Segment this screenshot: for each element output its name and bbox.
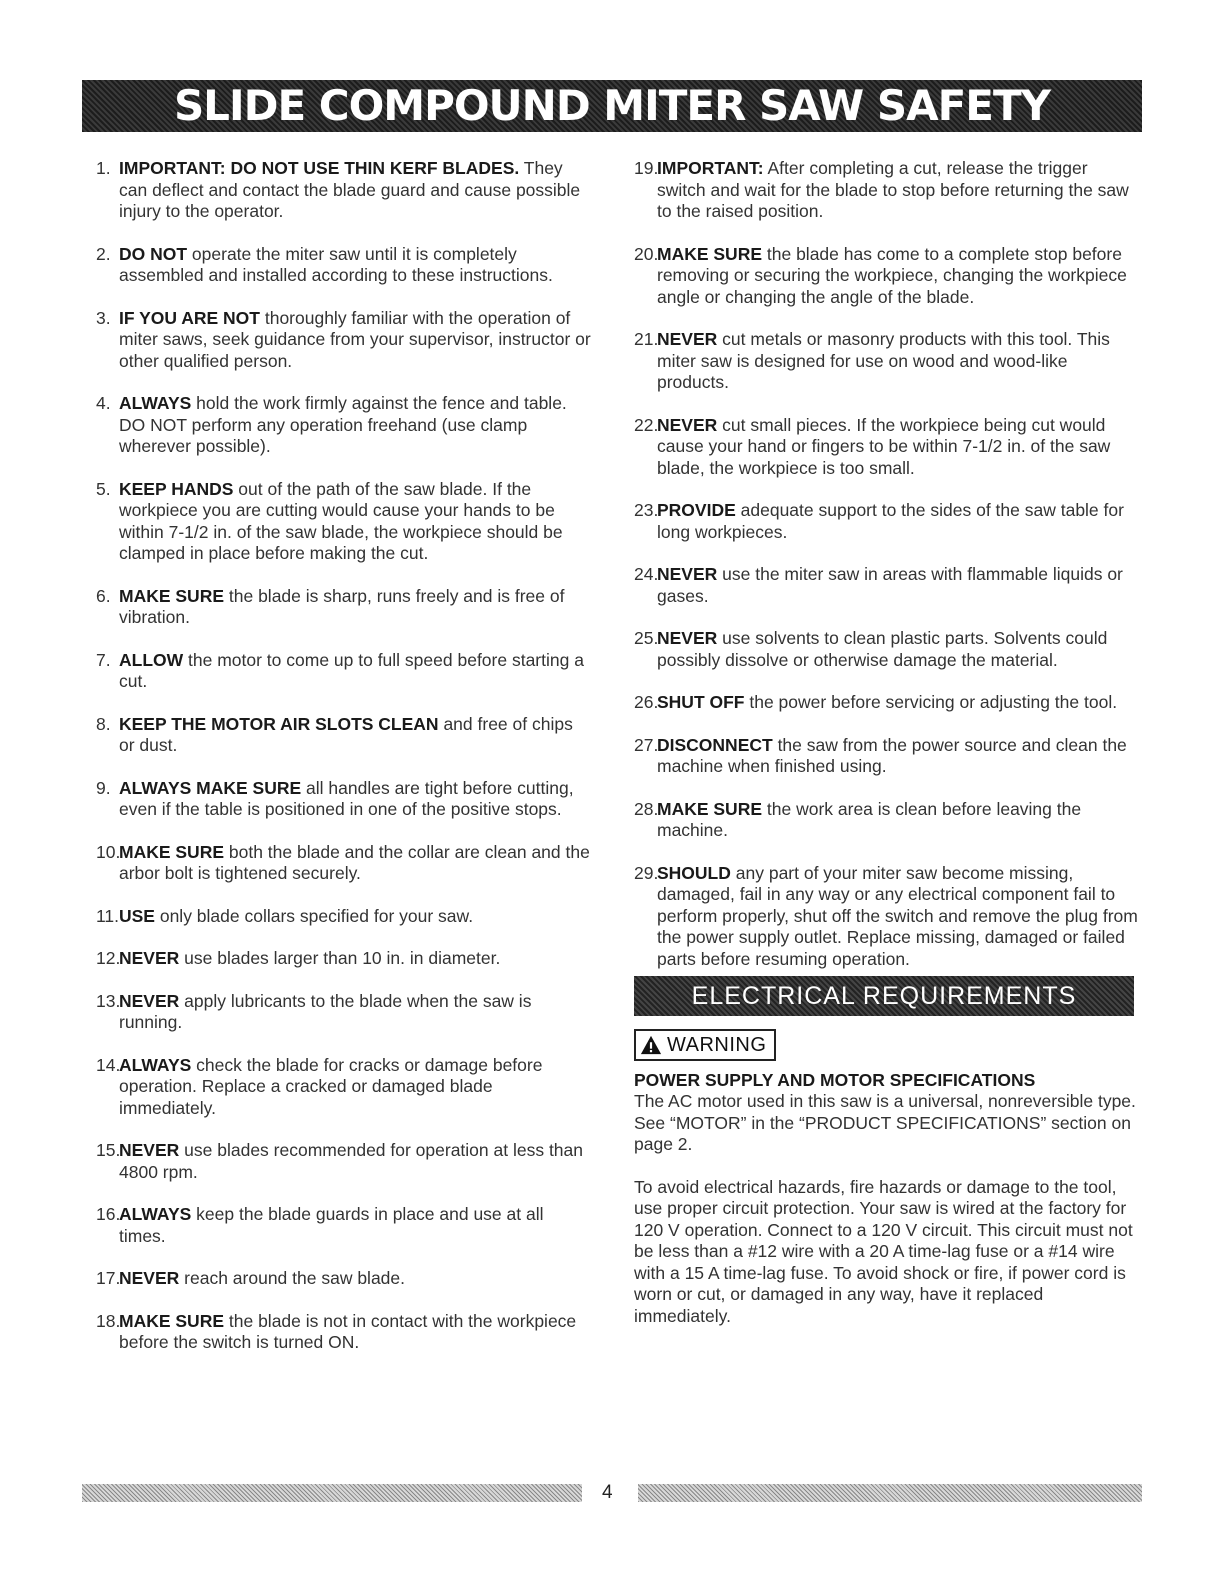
- item-text: [119, 906, 592, 928]
- item-number: 19.: [634, 158, 659, 178]
- item-number: 9.: [96, 777, 111, 798]
- item-body: any part of your miter saw become missing, damaged, fail in any way or any electrical component fail to perform properly, shut off the switch and remove the plug from the power supply outlet. Replace missing, damaged or failed parts before resuming operation.: [657, 862, 1138, 969]
- item-number: 2.: [96, 243, 111, 264]
- item-keyword: USE: [119, 905, 155, 926]
- page-footer: [82, 1484, 1142, 1504]
- item-text: [119, 714, 592, 757]
- safety-item-8: [96, 714, 592, 757]
- item-number: 27.: [634, 734, 659, 755]
- safety-item-16: [96, 1204, 592, 1247]
- item-keyword: NEVER: [119, 1268, 180, 1288]
- item-keyword: ALWAYS: [119, 1054, 192, 1075]
- item-text: [119, 1140, 592, 1183]
- item-text: [657, 500, 1140, 543]
- power-supply-heading: POWER SUPPLY AND MOTOR SPECIFICATIONS: [634, 1070, 1036, 1090]
- safety-item-7: [96, 650, 592, 693]
- item-number: 24.: [634, 564, 659, 584]
- item-keyword: ALWAYS MAKE SURE: [119, 777, 302, 798]
- item-body: out of the path of the saw blade. If the workpiece you are cutting would cause your hands to be within 7-1/2 in. of the saw blade, the workpiece should be clamped in place before making the cut.: [119, 478, 563, 563]
- safety-item-25: [634, 628, 1140, 671]
- item-number: 26.: [634, 692, 659, 712]
- safety-item-13: [96, 991, 592, 1034]
- item-number: 21.: [634, 329, 659, 349]
- item-keyword: SHOULD: [657, 862, 731, 883]
- safety-item-18: [96, 1311, 592, 1354]
- safety-item-28: [634, 799, 1140, 842]
- item-body: They can deflect and contact the blade guard and cause possible injury to the operator.: [119, 158, 581, 221]
- item-keyword: PROVIDE: [657, 500, 736, 520]
- item-body: use solvents to clean plastic parts. Solvents could possibly dissolve or otherwise damage the material.: [657, 628, 1108, 670]
- item-number: 14.: [96, 1054, 121, 1075]
- item-number: 10.: [96, 841, 121, 862]
- item-number: 22.: [634, 414, 659, 435]
- item-text: [657, 628, 1140, 671]
- item-body: the blade is not in contact with the workpiece before the switch is turned ON.: [119, 1310, 577, 1352]
- left-column: [96, 158, 592, 1354]
- item-number: 5.: [96, 478, 111, 499]
- safety-item-29: [634, 863, 1140, 971]
- safety-item-4: [96, 393, 592, 458]
- item-keyword: MAKE SURE: [119, 585, 225, 606]
- item-body: use blades recommended for operation at less than 4800 rpm.: [119, 1140, 584, 1182]
- item-number: 25.: [634, 628, 659, 648]
- item-keyword: DO NOT: [119, 243, 188, 264]
- item-text: [119, 308, 592, 373]
- electrical-section-banner: [634, 976, 1134, 1016]
- item-body: the blade is sharp, runs freely and is free of vibration.: [119, 585, 565, 627]
- item-keyword: NEVER: [657, 564, 718, 584]
- item-text: [119, 650, 592, 693]
- item-text: [657, 863, 1140, 971]
- item-text: [119, 778, 592, 821]
- item-keyword: MAKE SURE: [119, 1310, 225, 1331]
- item-number: 20.: [634, 243, 659, 264]
- safety-item-11: [96, 906, 592, 928]
- item-keyword: MAKE SURE: [657, 243, 763, 264]
- item-body: reach around the saw blade.: [179, 1268, 406, 1288]
- safety-item-26: [634, 692, 1140, 714]
- item-body: use blades larger than 10 in. in diameter.: [179, 948, 501, 968]
- item-text: [657, 692, 1140, 714]
- item-keyword: SHUT OFF: [657, 692, 745, 712]
- item-number: 11.: [96, 905, 120, 926]
- item-number: 1.: [96, 158, 111, 178]
- item-body: both the blade and the collar are clean and the arbor bolt is tightened securely.: [119, 841, 590, 883]
- item-body: use the miter saw in areas with flammable liquids or gases.: [657, 564, 1123, 606]
- item-body: cut small pieces. If the workpiece being cut would cause your hand or fingers to be within 7-1/2 in. of the saw blade, the workpiece is too small.: [657, 414, 1111, 478]
- safety-item-27: [634, 735, 1140, 778]
- item-body: the motor to come up to full speed before starting a cut.: [119, 649, 584, 691]
- item-text: [657, 564, 1140, 607]
- item-body: the saw from the power source and clean the machine when finished using.: [657, 734, 1127, 776]
- item-body: the power before servicing or adjusting the tool.: [744, 692, 1118, 712]
- safety-item-14: [96, 1055, 592, 1120]
- item-keyword: MAKE SURE: [119, 841, 225, 862]
- safety-item-2: [96, 244, 592, 287]
- safety-item-19: [634, 158, 1140, 223]
- item-body: check the blade for cracks or damage before operation. Replace a cracked or damaged blade immediately.: [119, 1054, 543, 1118]
- item-text: [657, 329, 1140, 394]
- right-column: [634, 158, 1140, 1327]
- warning-label: [634, 1029, 776, 1061]
- motor-paragraph: The AC motor used in this saw is a universal, nonreversible type. See “MOTOR” in the “PRODUCT SPECIFICATIONS” section on page 2.: [634, 1091, 1136, 1154]
- item-text: [119, 948, 592, 970]
- safety-item-20: [634, 244, 1140, 309]
- item-number: 23.: [634, 500, 659, 520]
- item-text: [119, 244, 592, 287]
- item-text: [657, 735, 1140, 778]
- circuit-protection-paragraph: To avoid electrical hazards, fire hazards or damage to the tool, use proper circuit protection. Your saw is wired at the factory for 120 V operation. Connect to a 120 V circuit. This circuit must not be less than a #12 wire with a 20 A time-lag fuse or a #14 wire with a 15 A time-lag fuse. To avoid shock or fire, if power cord is worn or cut, or damaged in any way, have it replaced immediately.: [634, 1176, 1133, 1326]
- item-text: [119, 1204, 592, 1247]
- item-number: 17.: [96, 1268, 121, 1288]
- item-number: 4.: [96, 393, 111, 413]
- item-keyword: IMPORTANT: DO NOT USE THIN KERF BLADES.: [119, 158, 520, 178]
- item-text: [119, 158, 592, 223]
- item-number: 13.: [96, 990, 121, 1011]
- warning-text: WARNING: [667, 1033, 767, 1056]
- item-keyword: NEVER: [119, 990, 180, 1011]
- item-text: [119, 479, 592, 565]
- item-keyword: NEVER: [119, 1140, 180, 1160]
- safety-item-24: [634, 564, 1140, 607]
- item-keyword: IMPORTANT:: [657, 158, 764, 178]
- item-number: 3.: [96, 307, 111, 328]
- safety-item-10: [96, 842, 592, 885]
- item-text: [657, 244, 1140, 309]
- item-keyword: NEVER: [657, 329, 718, 349]
- safety-item-9: [96, 778, 592, 821]
- footer-bar-left: [82, 1484, 582, 1502]
- item-text: [657, 415, 1140, 480]
- safety-item-5: [96, 479, 592, 565]
- item-text: [657, 158, 1140, 223]
- item-number: 16.: [96, 1204, 121, 1224]
- warning-triangle-icon: [640, 1034, 662, 1056]
- page-title: SLIDE COMPOUND MITER SAW SAFETY: [173, 81, 1051, 130]
- item-body: and free of chips or dust.: [119, 713, 573, 755]
- item-number: 6.: [96, 585, 111, 606]
- item-keyword: ALWAYS: [119, 393, 192, 413]
- item-body: the blade has come to a complete stop before removing or securing the workpiece, changing the workpiece angle or changing the angle of the blade.: [657, 243, 1127, 307]
- item-keyword: ALLOW: [119, 649, 184, 670]
- item-text: [119, 842, 592, 885]
- item-body: all handles are tight before cutting, even if the table is positioned in one of the positive stops.: [119, 777, 574, 819]
- safety-item-22: [634, 415, 1140, 480]
- item-body: keep the blade guards in place and use at all times.: [119, 1204, 544, 1246]
- item-body: cut metals or masonry products with this tool. This miter saw is designed for use on wood and wood-like products.: [657, 329, 1110, 392]
- item-number: 15.: [96, 1140, 121, 1160]
- item-body: After completing a cut, release the trigger switch and wait for the blade to stop before returning the saw to the raised position.: [657, 158, 1129, 221]
- item-text: [119, 1268, 592, 1290]
- item-body: adequate support to the sides of the saw table for long workpieces.: [657, 500, 1124, 542]
- safety-item-1: [96, 158, 592, 223]
- item-keyword: KEEP THE MOTOR AIR SLOTS CLEAN: [119, 713, 439, 734]
- item-keyword: ALWAYS: [119, 1204, 192, 1224]
- item-number: 29.: [634, 862, 659, 883]
- item-number: 7.: [96, 649, 111, 670]
- item-body: apply lubricants to the blade when the saw is running.: [119, 990, 532, 1032]
- section-title: ELECTRICAL REQUIREMENTS: [691, 981, 1077, 1010]
- item-text: [119, 991, 592, 1034]
- page-number: 4: [602, 1482, 613, 1503]
- safety-item-12: [96, 948, 592, 970]
- safety-item-15: [96, 1140, 592, 1183]
- item-text: [119, 586, 592, 629]
- safety-item-23: [634, 500, 1140, 543]
- item-number: 12.: [96, 948, 121, 968]
- item-keyword: NEVER: [657, 628, 718, 648]
- item-text: [119, 1055, 592, 1120]
- title-banner: [82, 80, 1142, 132]
- item-keyword: IF YOU ARE NOT: [119, 307, 260, 328]
- safety-item-3: [96, 308, 592, 373]
- item-keyword: NEVER: [657, 414, 718, 435]
- item-text: [657, 799, 1140, 842]
- item-text: [119, 1311, 592, 1354]
- item-number: 8.: [96, 713, 111, 734]
- item-text: [119, 393, 592, 458]
- item-body: operate the miter saw until it is completely assembled and installed according to these instructions.: [119, 243, 553, 285]
- footer-bar-right: [638, 1484, 1142, 1502]
- item-number: 28.: [634, 798, 659, 819]
- safety-item-21: [634, 329, 1140, 394]
- item-keyword: KEEP HANDS: [119, 478, 234, 499]
- item-number: 18.: [96, 1310, 121, 1331]
- item-keyword: DISCONNECT: [657, 734, 773, 755]
- item-body: thoroughly familiar with the operation of miter saws, seek guidance from your supervisor, instructor or other qualified person.: [119, 307, 591, 371]
- item-body: the work area is clean before leaving the machine.: [657, 798, 1082, 840]
- item-keyword: NEVER: [119, 948, 180, 968]
- safety-item-17: [96, 1268, 592, 1290]
- item-keyword: MAKE SURE: [657, 798, 763, 819]
- item-body: hold the work firmly against the fence and table. DO NOT perform any operation freehand (use clamp wherever possible).: [119, 393, 567, 456]
- item-body: only blade collars specified for your saw.: [154, 905, 474, 926]
- safety-item-6: [96, 586, 592, 629]
